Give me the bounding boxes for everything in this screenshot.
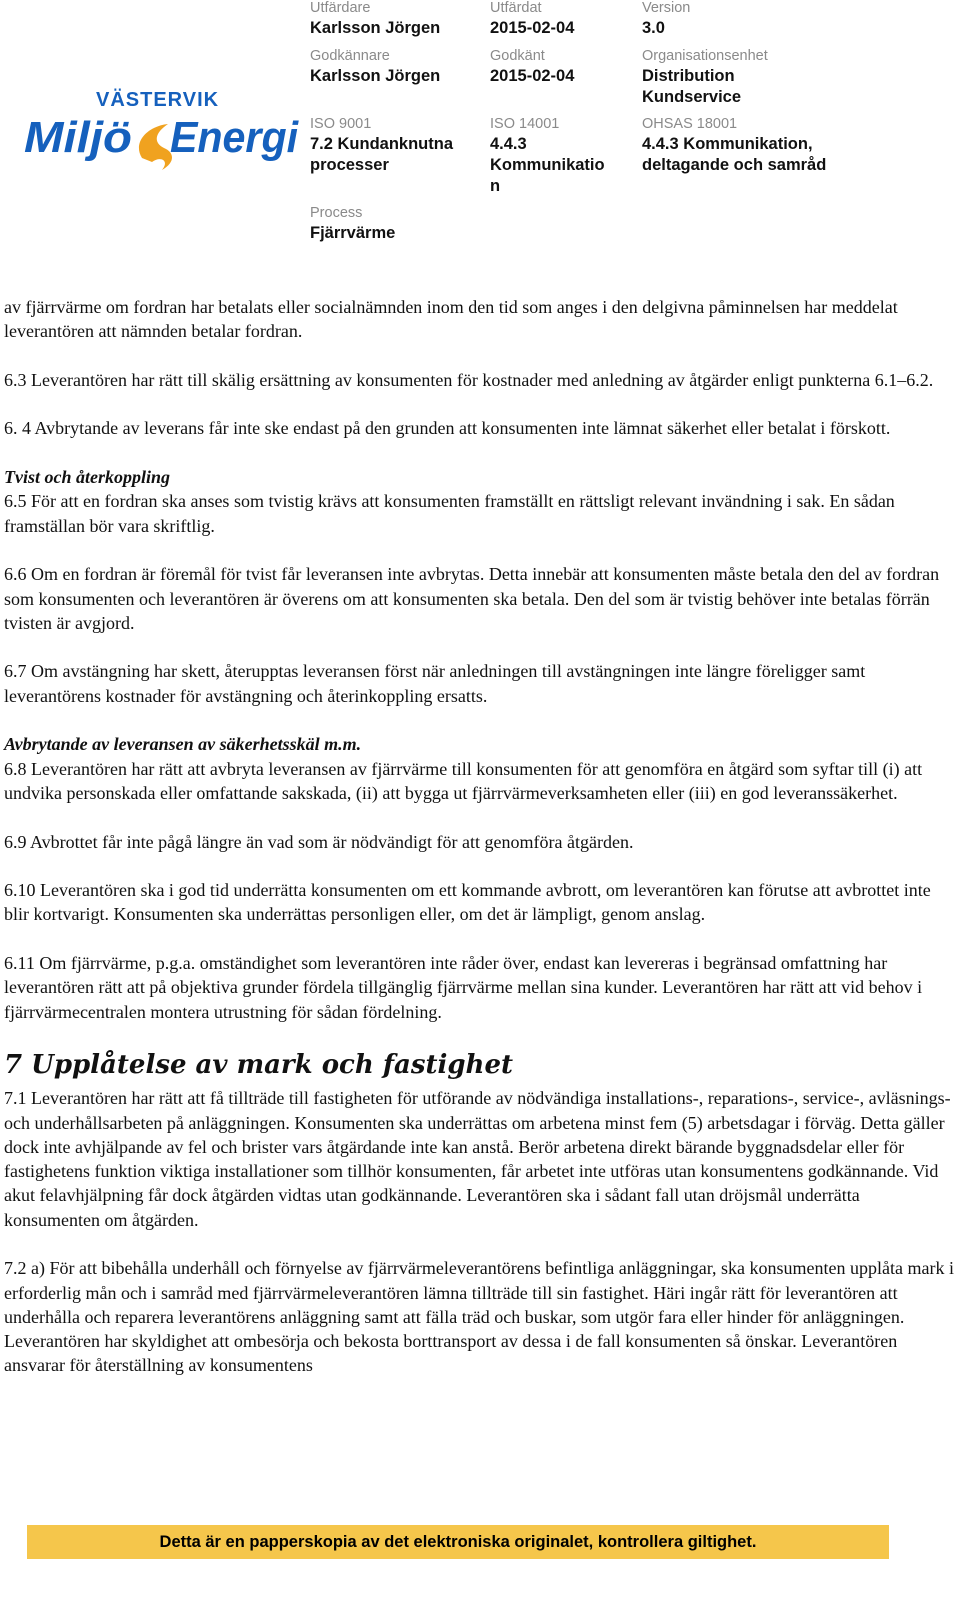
logo-word-miljo: Miljö	[24, 113, 132, 162]
value-ohsas-line1: 4.4.3 Kommunikation,	[642, 135, 813, 153]
paragraph-6-7: 6.7 Om avstängning har skett, återupptas leveransen först när anledningen till avstängningen inte längre föreligger samt leverantörens kostnader för avstängning och återinkoppling ersatts.	[4, 661, 866, 706]
header-godkannare	[310, 46, 440, 87]
logo-swoosh-icon	[139, 124, 172, 170]
company-logo	[24, 86, 304, 182]
value-iso14001-line2: Kommunikatio	[490, 156, 605, 174]
header-utfardare	[310, 0, 440, 39]
value-iso14001-line1: 4.4.3	[490, 135, 527, 153]
paragraph-6-8: 6.8 Leverantören har rätt att avbryta leveransen av fjärrvärme till konsumenten för att genomföra en åtgärd som syftar till (i) att undvika personskada eller omfattande sakskada, (ii) att bygga ut fjärrvärmeverksamheten eller (iii) en god leveranssäkerhet.	[4, 758, 923, 803]
value-iso14001-line3: n	[490, 177, 501, 195]
copy-notice-text: Detta är en papperskopia av det elektroniska originalet, kontrollera giltighet.	[159, 1532, 757, 1551]
label-ohsas: OHSAS 18001	[642, 116, 738, 132]
label-iso9001: ISO 9001	[310, 116, 372, 132]
header-iso9001	[310, 114, 453, 176]
value-godkannare: Karlsson Jörgen	[310, 67, 441, 85]
header-ohsas	[642, 114, 826, 176]
value-org-line2: Kundservice	[642, 88, 742, 106]
header-iso14001	[490, 114, 605, 197]
label-godkant: Godkänt	[490, 48, 545, 64]
value-version: 3.0	[642, 19, 665, 37]
logo-word-energi: Energi	[170, 113, 299, 162]
label-iso14001: ISO 14001	[490, 116, 560, 132]
subheading-avbrytande: Avbrytande av leveransen av säkerhetsskäl m.m.	[4, 734, 362, 755]
value-ohsas-line2: deltagande och samråd	[642, 156, 827, 174]
header-org	[642, 46, 768, 108]
value-utfardare: Karlsson Jörgen	[310, 19, 441, 37]
section-heading-7: 7 Upplåtelse av mark och fastighet	[4, 1050, 514, 1081]
copy-notice-banner	[27, 1525, 889, 1559]
header-process	[310, 203, 395, 244]
label-godkannare: Godkännare	[310, 48, 390, 64]
paragraph-6-4: 6. 4 Avbrytande av leverans får inte ske endast på den grunden att konsumenten inte lämnat säkerhet eller betalat i förskott.	[4, 418, 891, 439]
label-process: Process	[310, 205, 363, 221]
header-utfardat	[490, 0, 574, 39]
subheading-tvist: Tvist och återkoppling	[4, 467, 170, 488]
header-godkant	[490, 46, 574, 87]
paragraph-intro: av fjärrvärme om fordran har betalats eller socialnämnden inom den tid som anges i den delgivna påminnelsen har meddelat leverantören att nämnden betalar fordran.	[4, 297, 898, 342]
value-iso9001-line1: 7.2 Kundanknutna	[310, 135, 454, 153]
value-org-line1: Distribution	[642, 67, 735, 85]
value-process: Fjärrvärme	[310, 224, 396, 242]
paragraph-6-11: 6.11 Om fjärrvärme, p.g.a. omständighet som leverantören inte råder över, endast kan levereras i begränsad omfattning har leverantören rätt att på objektiva grunder fördela tillgänglig fjärrvärme mellan sina kunder. Leverantören har rätt att vid behov i fjärrvärmecentralen montera utrustning för sådan fördelning.	[4, 953, 923, 1022]
paragraph-7-2: 7.2 a) För att bibehålla underhåll och förnyelse av fjärrvärmeleverantörens befintliga anläggningar, ska konsumenten upplåta mark i erforderlig mån och i samråd med fjärrvärmeleverantören lämna tillträde till sin fastighet. Häri ingår rätt för leverantören att underhålla och reparera leverantörens anläggning samt att fälla träd och buskar, som utgör fara eller hinder för anläggningen. Leverantören har skyldighet att ombesörja och bekosta borttransport av dessa i de fall konsumenten så önskar. Leverantören ansvarar för återställning av konsumentens	[4, 1258, 954, 1376]
label-version: Version	[642, 0, 691, 16]
paragraph-6-10: 6.10 Leverantören ska i god tid underrätta konsumenten om ett kommande avbrott, om leverantören kan förutse att avbrottet inte blir kortvarigt. Konsumenten ska underrättas personligen eller, om det är lämpligt, genom anslag.	[4, 880, 931, 925]
value-godkant: 2015-02-04	[490, 67, 575, 85]
document-body	[4, 295, 954, 1402]
header-version	[642, 0, 690, 39]
value-iso9001-line2: processer	[310, 156, 389, 174]
label-utfardat: Utfärdat	[490, 0, 542, 16]
label-utfardare: Utfärdare	[310, 0, 371, 16]
paragraph-7-1: 7.1 Leverantören har rätt att få tillträde till fastigheten för utförande av nödvändiga installations-, reparations-, service-, avläsnings- och underhållsarbeten på anläggningen. Konsumenten ska underrättas om arbetena minst fem (5) arbetsdagar i förväg. Detta gäller dock inte avhjälpande av fel och brister vars åtgärdande inte kan anstå. Berör arbetena direkt bärande byggnadsdelar eller för fastighetens funktion viktiga installationer som tillhör konsumenten, får arbetet inte utföras utan konsumentens godkännande. Vid akut felavhjälpning får dock åtgärden vidtas utan godkännande. Leverantören ska i sådant fall utan dröjsmål underrätta konsumenten om åtgärden.	[4, 1088, 951, 1230]
paragraph-6-6: 6.6 Om en fordran är föremål för tvist får leveransen inte avbrytas. Detta innebär att konsumenten måste betala den del av fordran som konsumenten och leverantören är överens om att konsumenten ska betala. Den del som är tvistig behöver inte betalas förrän tvisten är avgjord.	[4, 564, 940, 633]
value-utfardat: 2015-02-04	[490, 19, 575, 37]
paragraph-6-3: 6.3 Leverantören har rätt till skälig ersättning av konsumenten för kostnader med anledning av åtgärder enligt punkterna 6.1–6.2.	[4, 369, 934, 390]
paragraph-6-5: 6.5 För att en fordran ska anses som tvistig krävs att konsumenten framställt en rättsligt relevant invändning i sak. En sådan framställan bör vara skriftlig.	[4, 491, 895, 536]
logo-town-text: VÄSTERVIK	[96, 89, 220, 111]
paragraph-6-9: 6.9 Avbrottet får inte pågå längre än vad som är nödvändigt för att genomföra åtgärden.	[4, 831, 634, 852]
label-org: Organisationsenhet	[642, 48, 768, 64]
